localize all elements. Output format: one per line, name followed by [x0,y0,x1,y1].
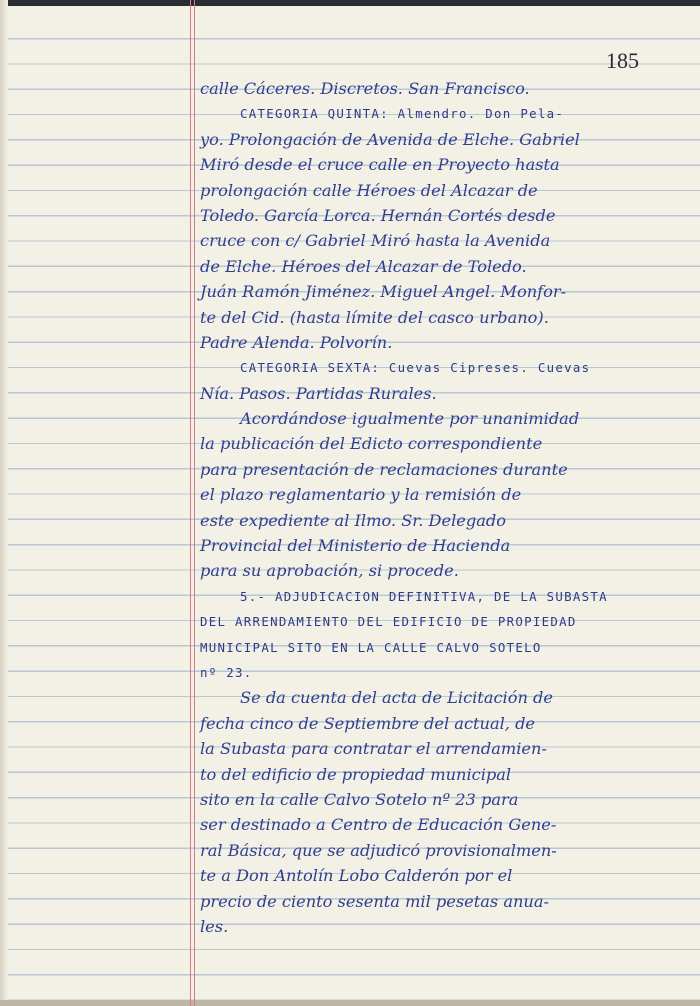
text-line: la Subasta para contratar el arrendamien- [200,739,547,759]
text-line: precio de ciento sesenta mil pesetas anua- [200,891,549,911]
text-line: prolongación calle Héroes del Alcazar de [200,180,538,200]
text-line: Miró desde el cruce calle en Proyecto hasta [200,155,560,175]
text-line: para su aprobación, si procede. [200,561,459,581]
text-line: CATEGORIA QUINTA: Almendro. Don Pela- [240,106,565,122]
text-line: yo. Prolongación de Avenida de Elche. Gabriel [200,129,580,149]
text-line: ser destinado a Centro de Educación Gene- [200,815,557,835]
text-line: DEL ARRENDAMIENTO DEL EDIFICIO DE PROPIEDAD [200,614,577,630]
text-line: cruce con c/ Gabriel Miró hasta la Avenida [200,231,551,251]
page-top-edge [0,0,700,6]
margin-rule [194,0,195,1006]
text-line: este expediente al Ilmo. Sr. Delegado [200,510,506,530]
text-line: te a Don Antolín Lobo Calderón por el [200,866,513,886]
text-line: nº 23. [200,664,253,680]
text-line: calle Cáceres. Discretos. San Francisco. [200,79,530,98]
text-line: MUNICIPAL SITO EN LA CALLE CALVO SOTELO [200,639,542,655]
text-line: el plazo reglamentario y la remisión de [200,485,522,505]
text-line: Toledo. García Lorca. Hernán Cortés desde [200,205,556,225]
text-line: ral Básica, que se adjudicó provisionalmen- [200,840,557,860]
text-line: CATEGORIA SEXTA: Cuevas Cipreses. Cuevas [240,360,591,376]
text-line: les. [200,916,229,936]
text-line: Acordándose igualmente por unanimidad [240,409,580,429]
text-line: to del edificio de propiedad municipal [200,764,512,784]
page-bottom-edge [0,1000,700,1006]
text-line: Nía. Pasos. Partidas Rurales. [200,383,437,403]
text-line: Se da cuenta del acta de Licitación de [240,688,553,708]
handwritten-text-block [200,76,682,939]
text-line: Juán Ramón Jiménez. Miguel Angel. Monfor- [200,282,567,302]
text-line: de Elche. Héroes del Alcazar de Toledo. [200,256,527,276]
text-line: para presentación de reclamaciones durante [200,459,568,479]
text-line: sito en la calle Calvo Sotelo nº 23 para [200,789,519,809]
text-line: Padre Alenda. Polvorín. [200,332,393,352]
page-number: 185 [606,48,639,73]
text-line: te del Cid. (hasta límite del casco urbano). [200,307,549,327]
binding-edge [0,0,8,1006]
text-line: 5.- ADJUDICACION DEFINITIVA, DE LA SUBASTA [240,588,608,604]
text-line: la publicación del Edicto correspondiente [200,434,543,454]
text-line: Provincial del Ministerio de Hacienda [200,536,511,556]
text-line: fecha cinco de Septiembre del actual, de [200,713,536,733]
margin-rule [190,0,191,1006]
